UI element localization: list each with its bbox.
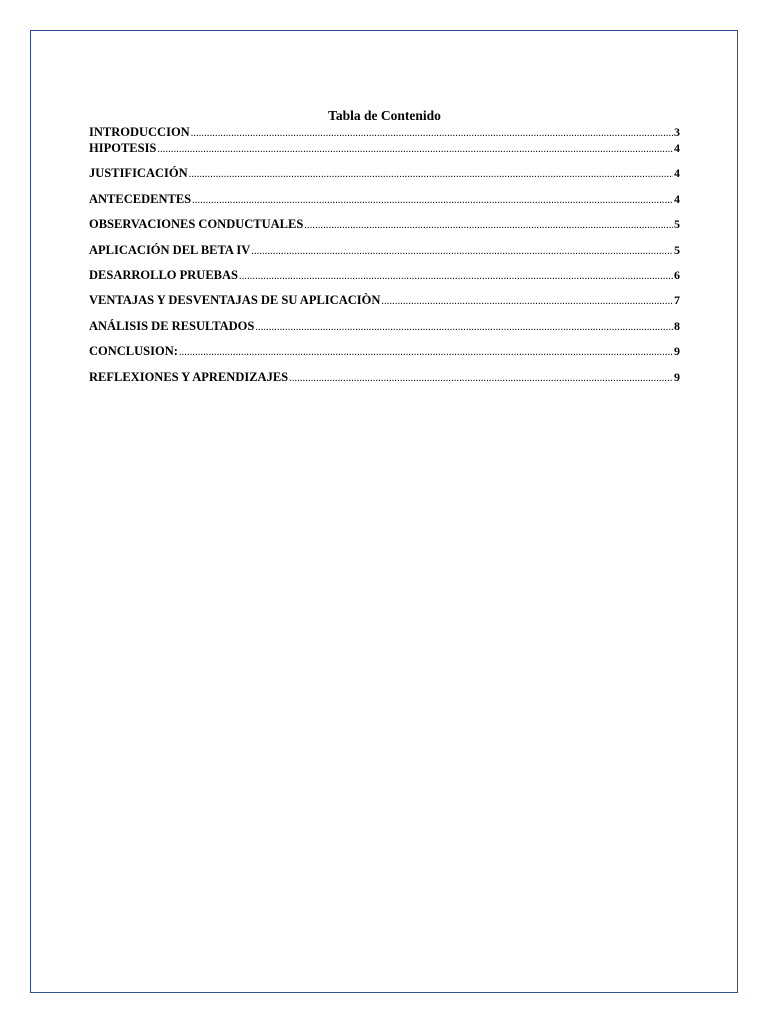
toc-entry-observaciones-conductuales[interactable]: [89, 217, 680, 242]
toc-entry-label: VENTAJAS Y DESVENTAJAS DE SU APLICACIÒN: [89, 293, 381, 308]
toc-dot-leader: [289, 373, 673, 384]
toc-dot-leader: [189, 169, 673, 180]
toc-entry-label: ANÁLISIS DE RESULTADOS: [89, 318, 255, 333]
toc-entry-reflexiones-aprendizajes[interactable]: [89, 370, 680, 395]
toc-entry-analisis-resultados[interactable]: [89, 319, 680, 344]
toc-dot-leader: [255, 322, 673, 333]
toc-entry-page: 4: [674, 141, 680, 155]
toc-dot-leader: [192, 195, 673, 206]
toc-entry-page: 9: [674, 344, 680, 359]
toc-entry-page: 4: [674, 166, 680, 181]
toc-entry-label: ANTECEDENTES: [89, 191, 192, 206]
toc-entry-aplicacion-beta-iv[interactable]: [89, 243, 680, 268]
toc-entry-label: JUSTIFICACIÓN: [89, 166, 188, 181]
toc-entry-page: 8: [674, 318, 680, 333]
toc-entry-page: 7: [674, 293, 680, 308]
toc-entry-label: INTRODUCCION: [89, 125, 190, 139]
toc-entry-label: CONCLUSION:: [89, 344, 178, 359]
toc-dot-leader: [191, 128, 673, 139]
toc-entry-page: 4: [674, 191, 680, 206]
toc-entry-antecedentes[interactable]: [89, 192, 680, 217]
toc-dot-leader: [304, 220, 673, 231]
toc-entry-page: 5: [674, 217, 680, 232]
table-of-contents: [89, 107, 680, 395]
toc-title: Tabla de Contenido: [328, 108, 441, 123]
toc-dot-leader: [381, 296, 673, 307]
toc-entry-label: APLICACIÓN DEL BETA IV: [89, 242, 251, 257]
toc-entry-page: 9: [674, 369, 680, 384]
toc-entry-label: REFLEXIONES Y APRENDIZAJES: [89, 369, 289, 384]
toc-entry-page: 5: [674, 242, 680, 257]
toc-dot-leader: [239, 271, 673, 282]
toc-entry-page: 3: [674, 125, 680, 139]
toc-entry-justificacion[interactable]: [89, 166, 680, 191]
toc-entry-introduccion[interactable]: [89, 125, 680, 141]
toc-dot-leader: [157, 144, 673, 155]
toc-entry-ventajas-desventajas[interactable]: [89, 293, 680, 318]
toc-list: [89, 125, 680, 395]
toc-entry-desarrollo-pruebas[interactable]: [89, 268, 680, 293]
toc-entry-label: HIPOTESIS: [89, 141, 157, 155]
toc-entry-hipotesis[interactable]: [89, 141, 680, 166]
toc-entry-page: 6: [674, 267, 680, 282]
toc-entry-label: DESARROLLO PRUEBAS: [89, 267, 238, 282]
toc-dot-leader: [251, 246, 673, 257]
toc-entry-conclusion[interactable]: [89, 344, 680, 369]
toc-entry-label: OBSERVACIONES CONDUCTUALES: [89, 217, 304, 232]
toc-dot-leader: [179, 347, 673, 358]
